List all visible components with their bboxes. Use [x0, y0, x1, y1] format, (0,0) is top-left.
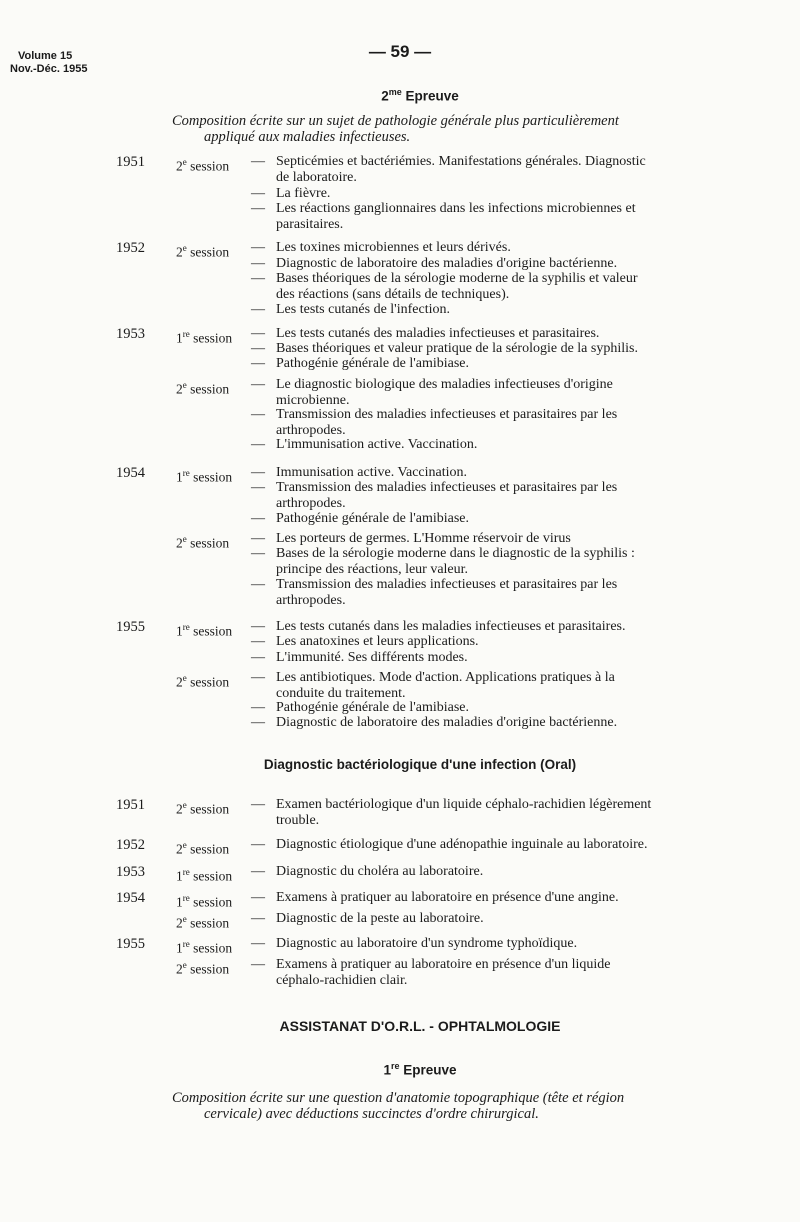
topic-item: — Pathogénie générale de l'amibiase. [251, 700, 469, 715]
topic-item: — Les porteurs de germes. L'Homme réservoir de virus [251, 531, 571, 546]
heading-sup: me [388, 87, 402, 97]
year-label: 1952 [116, 240, 145, 256]
session-label: 1re session [176, 329, 233, 346]
topic-item: — Le diagnostic biologique des maladies infectieuses d'origine microbienne. [251, 377, 613, 408]
topic-item: — Diagnostic étiologique d'une adénopathie inguinale au laboratoire. [251, 837, 648, 852]
topic-item: — Les réactions ganglionnaires dans les infections microbiennes et parasitaires. [251, 201, 636, 232]
session-label: 1re session [176, 867, 233, 884]
topic-item: — L'immunisation active. Vaccination. [251, 437, 478, 452]
page-number: — 59 — [368, 42, 432, 61]
intro-line-1: Composition écrite sur une question d'anatomie topographique (tête et région [172, 1090, 625, 1106]
session-label: 2e session [176, 243, 230, 260]
topic-item: — Les tests cutanés dans les maladies infectieuses et parasitaires. [251, 619, 626, 634]
orl-heading: ASSISTANAT D'O.R.L. - OPHTALMOLOGIE [279, 1018, 561, 1034]
topic-item: — Diagnostic du choléra au laboratoire. [251, 864, 484, 879]
session-label: 1re session [176, 468, 233, 485]
session-label: 2e session [176, 534, 230, 551]
topic-item: — Les anatoxines et leurs applications. [251, 634, 479, 649]
session-label: 1re session [176, 939, 233, 956]
topic-item: — Bases de la sérologie moderne dans le diagnostic de la syphilis : principe des réactions, leur valeur. [251, 546, 635, 577]
session-label: 2e session [176, 800, 230, 817]
topic-item: — Bases théoriques de la sérologie moderne de la syphilis et valeur des réactions (sans détails de techniques). [251, 271, 638, 302]
topic-item: — Pathogénie générale de l'amibiase. [251, 356, 469, 371]
orl-intro [172, 1090, 768, 1122]
intro-line-1: Composition écrite sur un sujet de pathologie générale plus particulièrement [172, 113, 619, 129]
session-label: 2e session [176, 914, 230, 931]
topic-item: — Diagnostic au laboratoire d'un syndrome typhoïdique. [251, 936, 578, 951]
topic-item: — Les antibiotiques. Mode d'action. Applications pratiques à la conduite du traitement. [251, 670, 615, 701]
topic-item: — Examens à pratiquer au laboratoire en présence d'un liquide céphalo-rachidien clair. [251, 957, 611, 988]
oral-heading: Diagnostic bactériologique d'une infection (Oral) [263, 757, 577, 772]
topic-item: — Transmission des maladies infectieuses et parasitaires par les arthropodes. [251, 577, 618, 608]
topic-item: — Diagnostic de laboratoire des maladies d'origine bactérienne. [251, 715, 618, 730]
year-label: 1952 [116, 837, 145, 853]
year-label: 1954 [116, 465, 145, 481]
topic-item: — Examens à pratiquer au laboratoire en présence d'une angine. [251, 890, 619, 905]
session-label: 2e session [176, 840, 230, 857]
topic-item: — Les tests cutanés des maladies infectieuses et parasitaires. [251, 326, 600, 341]
epreuve-2-heading [0, 87, 800, 104]
year-label: 1951 [116, 797, 145, 813]
topic-item: — Transmission des maladies infectieuses et parasitaires par les arthropodes. [251, 407, 618, 438]
topic-item: — Transmission des maladies infectieuses et parasitaires par les arthropodes. [251, 480, 618, 511]
topic-item: — La fièvre. [251, 186, 331, 201]
topic-item: — Diagnostic de la peste au laboratoire. [251, 911, 484, 926]
year-label: 1953 [116, 326, 145, 342]
heading-word: Epreuve [405, 88, 459, 104]
session-label: 2e session [176, 157, 230, 174]
session-label: 2e session [176, 673, 230, 690]
topic-item: — Examen bactériologique d'un liquide céphalo-rachidien légèrement trouble. [251, 797, 652, 828]
intro-line-2: appliqué aux maladies infectieuses. [204, 129, 411, 145]
topic-item: — Pathogénie générale de l'amibiase. [251, 511, 469, 526]
heading-number: 1 [383, 1062, 391, 1078]
topic-item: — L'immunité. Ses différents modes. [251, 650, 468, 665]
session-label: 2e session [176, 380, 230, 397]
heading-sup: re [390, 1061, 400, 1071]
volume-date: Nov.-Déc. 1955 [10, 63, 88, 75]
year-label: 1953 [116, 864, 145, 880]
topic-item: — Immunisation active. Vaccination. [251, 465, 468, 480]
volume-number: Volume 15 [18, 50, 73, 62]
topic-item: — Les toxines microbiennes et leurs dérivés. [251, 240, 511, 255]
intro-line-2: cervicale) avec déductions succinctes d'ordre chirurgical. [204, 1106, 539, 1122]
topic-item: — Septicémies et bactériémies. Manifestations générales. Diagnostic de laboratoire. [251, 154, 646, 185]
orl-epreuve-heading [0, 1061, 800, 1078]
topic-item: — Diagnostic de laboratoire des maladies d'origine bactérienne. [251, 256, 618, 271]
year-label: 1955 [116, 619, 145, 635]
heading-number: 2 [381, 88, 389, 104]
session-label: 1re session [176, 622, 233, 639]
epreuve-2-intro [172, 113, 768, 145]
heading-word: Epreuve [403, 1062, 457, 1078]
topic-item: — Bases théoriques et valeur pratique de la sérologie de la syphilis. [251, 341, 638, 356]
session-label: 2e session [176, 960, 230, 977]
year-label: 1955 [116, 936, 145, 952]
topic-item: — Les tests cutanés de l'infection. [251, 302, 450, 317]
year-label: 1954 [116, 890, 145, 906]
year-label: 1951 [116, 154, 145, 170]
session-label: 1re session [176, 893, 233, 910]
